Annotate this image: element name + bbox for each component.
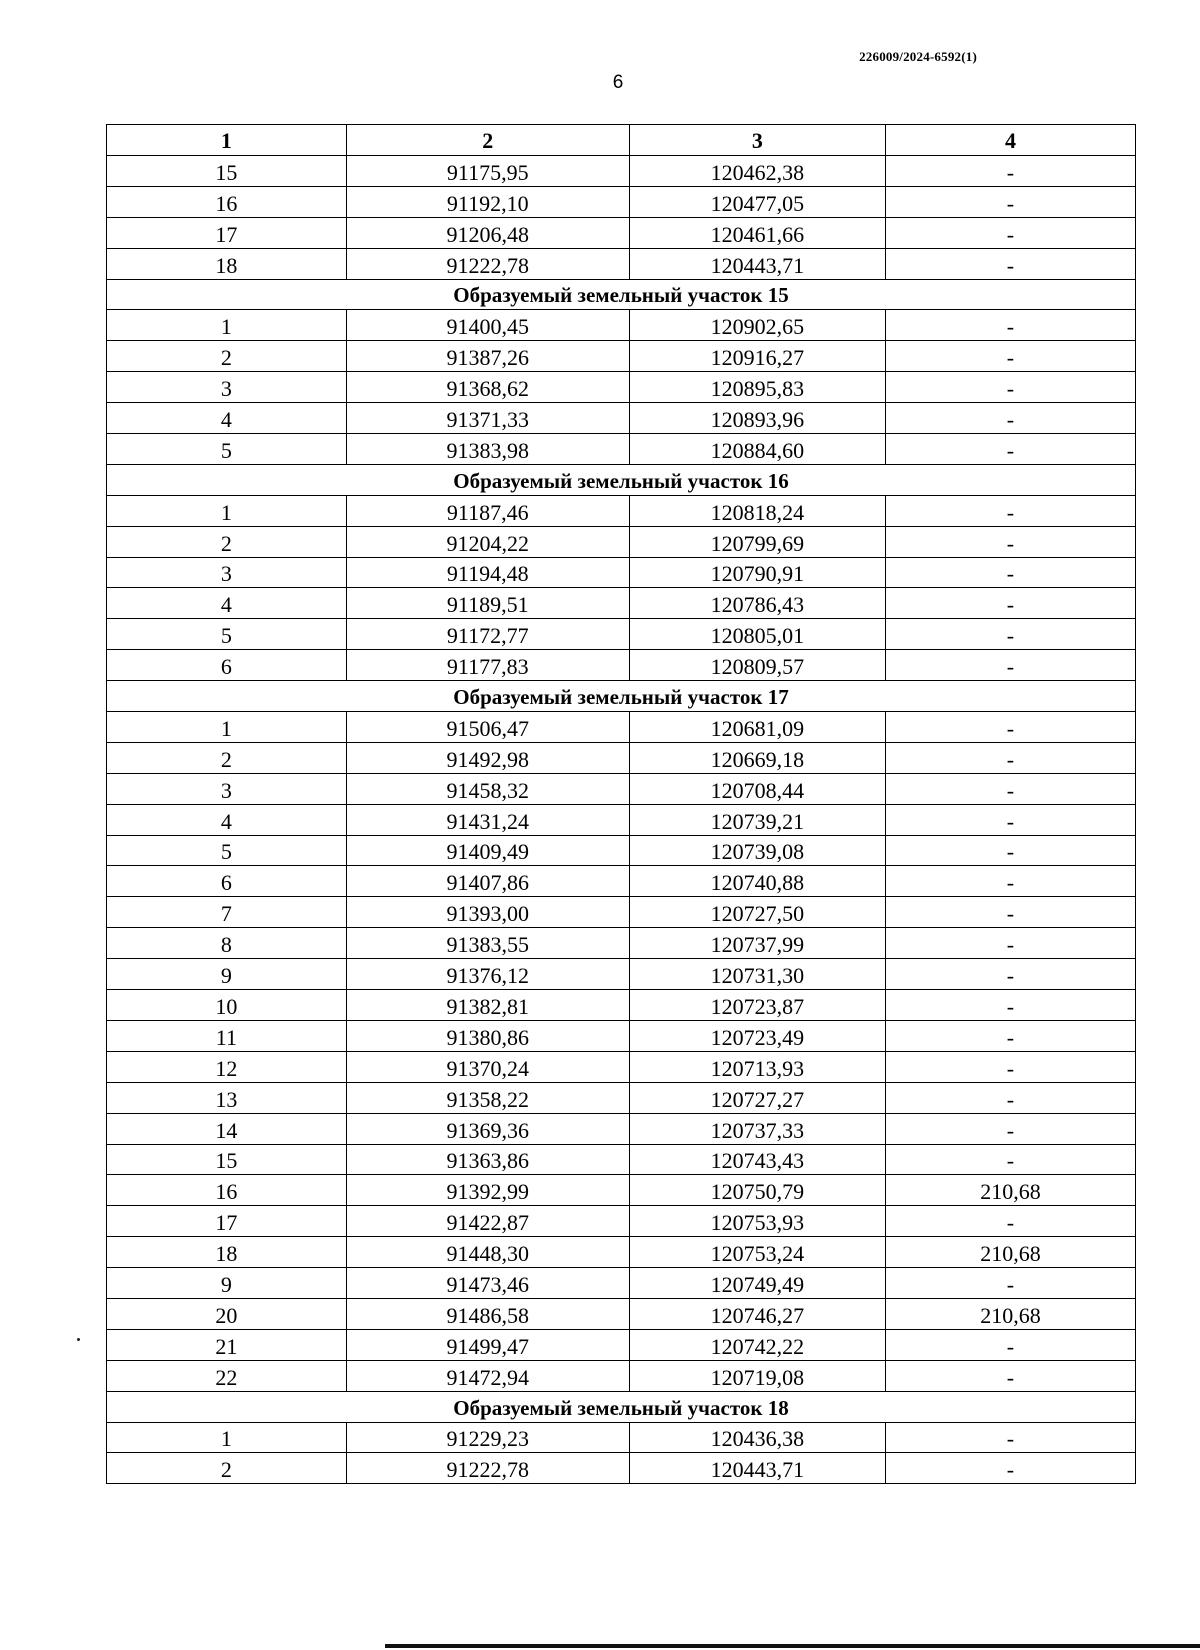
y-coordinate-cell: 120739,21 <box>629 804 885 835</box>
y-coordinate-cell: 120737,99 <box>629 928 885 959</box>
header-cell-3: 3 <box>629 125 885 156</box>
x-coordinate-cell: 91473,46 <box>346 1268 629 1299</box>
table-row <box>107 1298 1136 1329</box>
table-row <box>107 1237 1136 1268</box>
point-number-cell: 5 <box>107 619 347 650</box>
x-coordinate-cell: 91187,46 <box>346 495 629 526</box>
table-row <box>107 1422 1136 1453</box>
header-cell-4: 4 <box>885 125 1135 156</box>
table-row <box>107 1268 1136 1299</box>
value-cell: 210,68 <box>885 1237 1135 1268</box>
table-row <box>107 588 1136 619</box>
x-coordinate-cell: 91407,86 <box>346 866 629 897</box>
y-coordinate-cell: 120893,96 <box>629 403 885 434</box>
y-coordinate-cell: 120799,69 <box>629 526 885 557</box>
value-cell: - <box>885 1082 1135 1113</box>
table-row <box>107 372 1136 403</box>
y-coordinate-cell: 120739,08 <box>629 835 885 866</box>
y-coordinate-cell: 120740,88 <box>629 866 885 897</box>
y-coordinate-cell: 120746,27 <box>629 1298 885 1329</box>
point-number-cell: 18 <box>107 1237 347 1268</box>
header-cell-1: 1 <box>107 125 347 156</box>
x-coordinate-cell: 91370,24 <box>346 1051 629 1082</box>
table-row <box>107 217 1136 248</box>
table-row <box>107 186 1136 217</box>
y-coordinate-cell: 120884,60 <box>629 434 885 465</box>
value-cell: - <box>885 1329 1135 1360</box>
page-number: 6 <box>612 72 624 93</box>
table-row <box>107 835 1136 866</box>
table-row <box>107 1329 1136 1360</box>
value-cell: - <box>885 712 1135 743</box>
y-coordinate-cell: 120723,87 <box>629 990 885 1021</box>
y-coordinate-cell: 120708,44 <box>629 773 885 804</box>
x-coordinate-cell: 91369,36 <box>346 1113 629 1144</box>
table-row <box>107 156 1136 187</box>
x-coordinate-cell: 91222,78 <box>346 248 629 279</box>
scan-speck <box>77 1338 80 1341</box>
table-row <box>107 248 1136 279</box>
value-cell: - <box>885 897 1135 928</box>
x-coordinate-cell: 91363,86 <box>346 1144 629 1175</box>
table-row <box>107 1144 1136 1175</box>
table-row <box>107 434 1136 465</box>
value-cell: - <box>885 619 1135 650</box>
point-number-cell: 15 <box>107 156 347 187</box>
value-cell: 210,68 <box>885 1298 1135 1329</box>
value-cell: - <box>885 372 1135 403</box>
y-coordinate-cell: 120719,08 <box>629 1360 885 1391</box>
value-cell: - <box>885 928 1135 959</box>
x-coordinate-cell: 91206,48 <box>346 217 629 248</box>
table-row <box>107 526 1136 557</box>
table-row <box>107 990 1136 1021</box>
table-header-row <box>107 125 1136 156</box>
point-number-cell: 9 <box>107 1268 347 1299</box>
value-cell: - <box>885 804 1135 835</box>
point-number-cell: 4 <box>107 403 347 434</box>
point-number-cell: 4 <box>107 804 347 835</box>
x-coordinate-cell: 91382,81 <box>346 990 629 1021</box>
x-coordinate-cell: 91194,48 <box>346 557 629 588</box>
x-coordinate-cell: 91177,83 <box>346 650 629 681</box>
y-coordinate-cell: 120681,09 <box>629 712 885 743</box>
y-coordinate-cell: 120805,01 <box>629 619 885 650</box>
x-coordinate-cell: 91383,55 <box>346 928 629 959</box>
value-cell: - <box>885 1360 1135 1391</box>
x-coordinate-cell: 91472,94 <box>346 1360 629 1391</box>
point-number-cell: 5 <box>107 835 347 866</box>
y-coordinate-cell: 120669,18 <box>629 742 885 773</box>
point-number-cell: 12 <box>107 1051 347 1082</box>
header-cell-2: 2 <box>346 125 629 156</box>
y-coordinate-cell: 120750,79 <box>629 1175 885 1206</box>
y-coordinate-cell: 120753,24 <box>629 1237 885 1268</box>
x-coordinate-cell: 91431,24 <box>346 804 629 835</box>
y-coordinate-cell: 120790,91 <box>629 557 885 588</box>
x-coordinate-cell: 91368,62 <box>346 372 629 403</box>
point-number-cell: 13 <box>107 1082 347 1113</box>
x-coordinate-cell: 91383,98 <box>346 434 629 465</box>
table-row <box>107 341 1136 372</box>
x-coordinate-cell: 91392,99 <box>346 1175 629 1206</box>
table-row <box>107 310 1136 341</box>
y-coordinate-cell: 120727,27 <box>629 1082 885 1113</box>
x-coordinate-cell: 91499,47 <box>346 1329 629 1360</box>
table-row <box>107 619 1136 650</box>
table-row <box>107 1051 1136 1082</box>
table-row <box>107 650 1136 681</box>
y-coordinate-cell: 120742,22 <box>629 1329 885 1360</box>
value-cell: - <box>885 217 1135 248</box>
table-row <box>107 557 1136 588</box>
x-coordinate-cell: 91486,58 <box>346 1298 629 1329</box>
point-number-cell: 10 <box>107 990 347 1021</box>
section-title: Образуемый земельный участок 15 <box>107 279 1136 310</box>
y-coordinate-cell: 120443,71 <box>629 248 885 279</box>
table-row <box>107 804 1136 835</box>
point-number-cell: 14 <box>107 1113 347 1144</box>
point-number-cell: 3 <box>107 557 347 588</box>
y-coordinate-cell: 120786,43 <box>629 588 885 619</box>
point-number-cell: 2 <box>107 341 347 372</box>
value-cell: - <box>885 434 1135 465</box>
table-row <box>107 1082 1136 1113</box>
y-coordinate-cell: 120443,71 <box>629 1453 885 1484</box>
y-coordinate-cell: 120477,05 <box>629 186 885 217</box>
point-number-cell: 7 <box>107 897 347 928</box>
x-coordinate-cell: 91189,51 <box>346 588 629 619</box>
value-cell: - <box>885 186 1135 217</box>
value-cell: - <box>885 403 1135 434</box>
table-body <box>107 125 1136 1484</box>
y-coordinate-cell: 120902,65 <box>629 310 885 341</box>
section-title: Образуемый земельный участок 18 <box>107 1391 1136 1422</box>
x-coordinate-cell: 91222,78 <box>346 1453 629 1484</box>
section-title: Образуемый земельный участок 16 <box>107 464 1136 495</box>
x-coordinate-cell: 91175,95 <box>346 156 629 187</box>
table-row <box>107 742 1136 773</box>
y-coordinate-cell: 120818,24 <box>629 495 885 526</box>
y-coordinate-cell: 120916,27 <box>629 341 885 372</box>
value-cell: - <box>885 1422 1135 1453</box>
x-coordinate-cell: 91448,30 <box>346 1237 629 1268</box>
table-row <box>107 1113 1136 1144</box>
scan-edge-line <box>385 1644 1200 1648</box>
table-row <box>107 959 1136 990</box>
point-number-cell: 11 <box>107 1020 347 1051</box>
y-coordinate-cell: 120727,50 <box>629 897 885 928</box>
y-coordinate-cell: 120753,93 <box>629 1206 885 1237</box>
value-cell: - <box>885 835 1135 866</box>
y-coordinate-cell: 120713,93 <box>629 1051 885 1082</box>
value-cell: - <box>885 557 1135 588</box>
point-number-cell: 1 <box>107 712 347 743</box>
table-row <box>107 1020 1136 1051</box>
point-number-cell: 16 <box>107 1175 347 1206</box>
point-number-cell: 8 <box>107 928 347 959</box>
value-cell: - <box>885 959 1135 990</box>
point-number-cell: 6 <box>107 866 347 897</box>
point-number-cell: 6 <box>107 650 347 681</box>
value-cell: - <box>885 773 1135 804</box>
y-coordinate-cell: 120723,49 <box>629 1020 885 1051</box>
point-number-cell: 20 <box>107 1298 347 1329</box>
section-title: Образуемый земельный участок 17 <box>107 681 1136 712</box>
value-cell: - <box>885 1268 1135 1299</box>
table-row <box>107 866 1136 897</box>
x-coordinate-cell: 91506,47 <box>346 712 629 743</box>
table-row <box>107 928 1136 959</box>
x-coordinate-cell: 91376,12 <box>346 959 629 990</box>
value-cell: - <box>885 248 1135 279</box>
point-number-cell: 15 <box>107 1144 347 1175</box>
x-coordinate-cell: 91192,10 <box>346 186 629 217</box>
y-coordinate-cell: 120462,38 <box>629 156 885 187</box>
section-header-row <box>107 279 1136 310</box>
x-coordinate-cell: 91393,00 <box>346 897 629 928</box>
value-cell: - <box>885 742 1135 773</box>
document-number: 226009/2024-6592(1) <box>859 49 977 64</box>
x-coordinate-cell: 91400,45 <box>346 310 629 341</box>
y-coordinate-cell: 120809,57 <box>629 650 885 681</box>
y-coordinate-cell: 120743,43 <box>629 1144 885 1175</box>
x-coordinate-cell: 91492,98 <box>346 742 629 773</box>
y-coordinate-cell: 120731,30 <box>629 959 885 990</box>
point-number-cell: 3 <box>107 372 347 403</box>
value-cell: - <box>885 156 1135 187</box>
coordinates-table-container <box>106 124 1136 1484</box>
section-header-row <box>107 681 1136 712</box>
point-number-cell: 17 <box>107 1206 347 1237</box>
table-row <box>107 1175 1136 1206</box>
table-row <box>107 1360 1136 1391</box>
table-row <box>107 712 1136 743</box>
point-number-cell: 17 <box>107 217 347 248</box>
point-number-cell: 21 <box>107 1329 347 1360</box>
value-cell: - <box>885 1453 1135 1484</box>
x-coordinate-cell: 91409,49 <box>346 835 629 866</box>
point-number-cell: 2 <box>107 1453 347 1484</box>
point-number-cell: 2 <box>107 526 347 557</box>
value-cell: - <box>885 495 1135 526</box>
value-cell: - <box>885 1051 1135 1082</box>
point-number-cell: 1 <box>107 310 347 341</box>
value-cell: - <box>885 526 1135 557</box>
point-number-cell: 9 <box>107 959 347 990</box>
x-coordinate-cell: 91387,26 <box>346 341 629 372</box>
value-cell: - <box>885 990 1135 1021</box>
table-row <box>107 1453 1136 1484</box>
point-number-cell: 3 <box>107 773 347 804</box>
point-number-cell: 1 <box>107 1422 347 1453</box>
point-number-cell: 5 <box>107 434 347 465</box>
value-cell: - <box>885 1113 1135 1144</box>
x-coordinate-cell: 91172,77 <box>346 619 629 650</box>
y-coordinate-cell: 120749,49 <box>629 1268 885 1299</box>
section-header-row <box>107 464 1136 495</box>
x-coordinate-cell: 91358,22 <box>346 1082 629 1113</box>
value-cell: - <box>885 866 1135 897</box>
table-row <box>107 1206 1136 1237</box>
point-number-cell: 1 <box>107 495 347 526</box>
point-number-cell: 18 <box>107 248 347 279</box>
value-cell: - <box>885 650 1135 681</box>
y-coordinate-cell: 120461,66 <box>629 217 885 248</box>
y-coordinate-cell: 120737,33 <box>629 1113 885 1144</box>
table-row <box>107 495 1136 526</box>
value-cell: - <box>885 1020 1135 1051</box>
value-cell: 210,68 <box>885 1175 1135 1206</box>
point-number-cell: 2 <box>107 742 347 773</box>
x-coordinate-cell: 91458,32 <box>346 773 629 804</box>
y-coordinate-cell: 120895,83 <box>629 372 885 403</box>
section-header-row <box>107 1391 1136 1422</box>
x-coordinate-cell: 91380,86 <box>346 1020 629 1051</box>
table-row <box>107 897 1136 928</box>
coordinates-table <box>106 124 1136 1484</box>
table-row <box>107 773 1136 804</box>
value-cell: - <box>885 1206 1135 1237</box>
x-coordinate-cell: 91422,87 <box>346 1206 629 1237</box>
point-number-cell: 4 <box>107 588 347 619</box>
x-coordinate-cell: 91229,23 <box>346 1422 629 1453</box>
point-number-cell: 22 <box>107 1360 347 1391</box>
value-cell: - <box>885 588 1135 619</box>
x-coordinate-cell: 91371,33 <box>346 403 629 434</box>
value-cell: - <box>885 1144 1135 1175</box>
point-number-cell: 16 <box>107 186 347 217</box>
table-row <box>107 403 1136 434</box>
x-coordinate-cell: 91204,22 <box>346 526 629 557</box>
value-cell: - <box>885 310 1135 341</box>
y-coordinate-cell: 120436,38 <box>629 1422 885 1453</box>
value-cell: - <box>885 341 1135 372</box>
